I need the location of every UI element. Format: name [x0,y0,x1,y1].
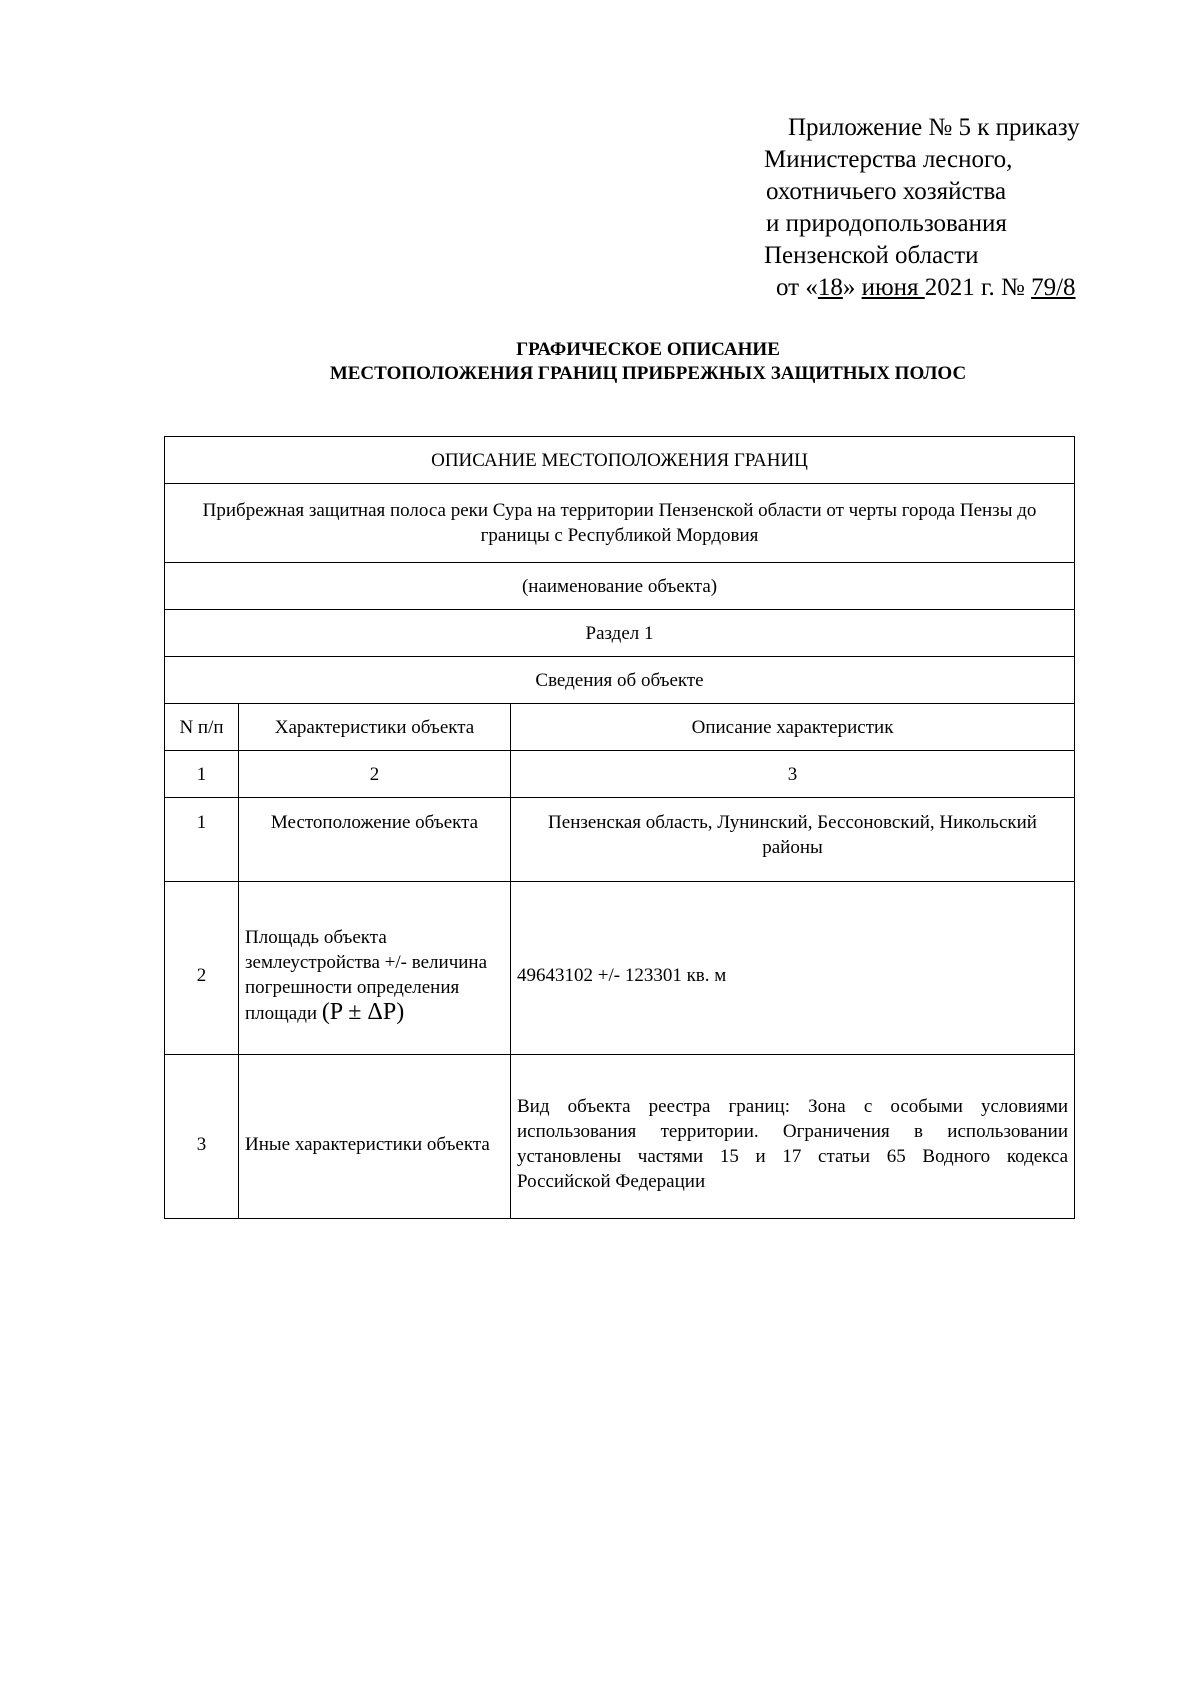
document-title [0,338,1200,386]
title-line-2: МЕСТОПОЛОЖЕНИЯ ГРАНИЦ ПРИБРЕЖНЫХ ЗАЩИТНЫХ ПОЛОС [329,363,967,384]
boundary-description-table [164,436,1075,1219]
title-line-1: ГРАФИЧЕСКОЕ ОПИСАНИЕ [516,339,780,360]
table-heading: ОПИСАНИЕ МЕСТОПОЛОЖЕНИЯ ГРАНИЦ [165,437,1075,484]
header-line-5: Пензенской области [764,242,979,269]
table-row [165,798,1075,882]
area-formula: (P ± ΔP) [321,999,405,1025]
header-line-3: охотничьего хозяйства [766,178,1007,205]
column-number-1: 1 [165,751,239,798]
order-reference-block [752,112,1132,304]
order-number: 79/8 [1031,274,1076,301]
column-number-2: 2 [239,751,511,798]
row-characteristic: Иные характеристики объекта [239,1055,511,1219]
row-number: 1 [165,798,239,882]
row-number: 2 [165,882,239,1055]
area-characteristic-text: Площадь объекта землеустройства +/- величина погрешности определения [245,927,488,998]
table-row [165,882,1075,1055]
row-description: Вид объекта реестра границ: Зона с особыми условиями использования территории. Ограничения в использовании установлены частями 15 и 17 статьи 65 Водного кодекса Российской Федерации [511,1055,1075,1219]
row-characteristic [239,882,511,1055]
order-date-line [752,272,1132,304]
date-day: 18 [817,274,843,301]
section-label: Раздел 1 [165,610,1075,657]
table-row [165,1055,1075,1219]
date-month: июня [861,274,925,301]
object-name-caption: (наименование объекта) [165,563,1075,610]
column-number-3: 3 [511,751,1075,798]
date-mid: » [842,274,862,301]
date-year: 2021 г. № [924,274,1032,301]
row-description: Пензенская область, Лунинский, Бессоновский, Никольский районы [511,798,1075,882]
object-name: Прибрежная защитная полоса реки Сура на территории Пензенской области от черты города Пензы до границы с Республикой Мордовия [165,484,1075,563]
date-prefix: от « [776,274,818,301]
column-header-characteristic: Характеристики объекта [239,704,511,751]
header-line-4: и природопользования [766,210,1007,237]
area-characteristic-tail: площади [245,1003,318,1024]
section-title: Сведения об объекте [165,657,1075,704]
header-line-2: Министерства лесного, [764,146,1013,173]
header-line-1: Приложение № 5 к приказу [788,114,1080,141]
column-header-description: Описание характеристик [511,704,1075,751]
row-characteristic: Местоположение объекта [239,798,511,882]
row-number: 3 [165,1055,239,1219]
row-description: 49643102 +/- 123301 кв. м [511,882,1075,1055]
column-header-number: N п/п [165,704,239,751]
